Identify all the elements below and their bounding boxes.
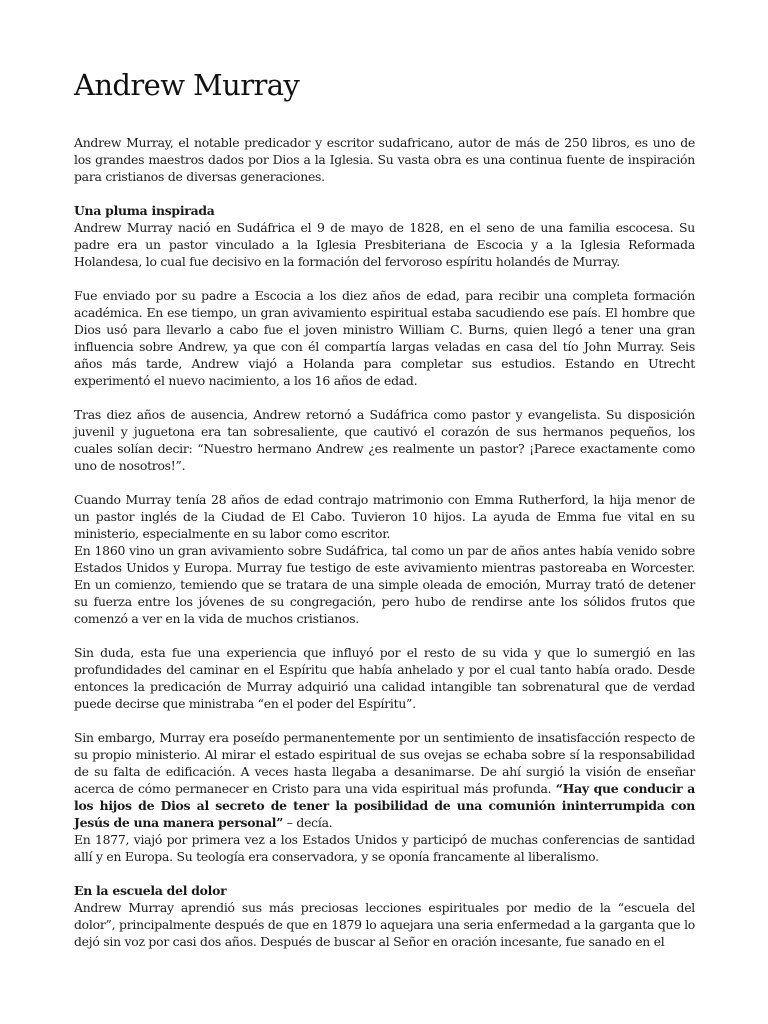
paragraph: Andrew Murray nació en Sudáfrica el 9 de mayo de 1828, en el seno de una familia escocesa. Su padre era un pastor vinculado a la Iglesia Presbiteriana de Escocia y a la Iglesia Reformada Holandesa, lo cual fue decisivo en la formación del fervoroso espíritu holandés de Murray. xyxy=(74,220,695,269)
quote-suffix: – decía. xyxy=(283,815,333,830)
intro-paragraph: Andrew Murray, el notable predicador y escritor sudafricano, autor de más de 250 libros, es uno de los grandes maestros dados por Dios a la Iglesia. Su vasta obra es una continua fuente de inspiración para cristianos de diversas generaciones. xyxy=(74,135,695,184)
paragraph: Andrew Murray aprendió sus más preciosas lecciones espirituales por medio de la “escuela del dolor”, principalmente después de que en 1879 lo aquejara una seria enfermedad a la garganta que lo dejó sin voz por casi dos años. Después de buscar al Señor en oración incesante, fue sanado en el xyxy=(74,900,695,949)
page-title: Andrew Murray xyxy=(74,68,300,102)
section-heading-dolor: En la escuela del dolor xyxy=(74,883,227,898)
section-heading-pluma: Una pluma inspirada xyxy=(74,203,215,218)
bold-quote: “Hay que conducir a los hijos de Dios al secreto de tener la posibilidad de una comunión ininterrumpida con Jesús de una manera personal” xyxy=(74,781,695,830)
paragraph: En 1860 vino un gran avivamiento sobre Sudáfrica, tal como un par de años antes había venido sobre Estados Unidos y Europa. Murray fue testigo de este avivamiento mientras pastoreaba en Worcester. En un comienzo, temiendo que se tratara de una simple oleada de emoción, Murray trató de detener su fuerza entre los jóvenes de su congregación, pero hubo de rendirse ante los sólidos frutos que comenzó a ver en la vida de muchos cristianos. xyxy=(74,543,695,626)
paragraph: En 1877, viajó por primera vez a los Estados Unidos y participó de muchas conferencias de santidad allí y en Europa. Su teología era conservadora, y se oponía francamente al liberalismo. xyxy=(74,832,695,864)
paragraph: Sin duda, esta fue una experiencia que influyó por el resto de su vida y que lo sumergió en las profundidades del caminar en el Espíritu que había anhelado y por el cual tanto había orado. Desde entonces la predicación de Murray adquirió una calidad intangible tan sobrenatural que de verdad puede decirse que ministraba “en el poder del Espíritu”. xyxy=(74,645,695,711)
paragraph: Fue enviado por su padre a Escocia a los diez años de edad, para recibir una completa formación académica. En ese tiempo, un gran avivamiento espiritual estaba sacudiendo ese país. El hombre que Dios usó para llevarlo a cabo fue el joven ministro William C. Burns, quien llegó a tener una gran influencia sobre Andrew, ya que con él compartía largas veladas en casa del tío John Murray. Seis años más tarde, Andrew viajó a Holanda para completar sus estudios. Estando en Utrecht experimentó el nuevo nacimiento, a los 16 años de edad. xyxy=(74,288,695,388)
paragraph: Cuando Murray tenía 28 años de edad contrajo matrimonio con Emma Rutherford, la hija menor de un pastor inglés de la Ciudad de El Cabo. Tuvieron 10 hijos. La ayuda de Emma fue vital en su ministerio, especialmente en su labor como escritor. xyxy=(74,492,695,541)
paragraph-with-quote xyxy=(74,729,695,831)
paragraph-text: Sin embargo, Murray era poseído permanentemente por un sentimiento de insatisfacción respecto de su propio ministerio. Al mirar el estado espiritual de sus ovejas se echaba sobre sí la responsabilidad de su falta de edificación. A veces hasta llegaba a desanimarse. De ahí surgió la visión de enseñar acerca de cómo permanecer en Cristo para una vida espiritual más profunda. xyxy=(74,730,695,796)
document-body xyxy=(74,134,695,967)
paragraph: Tras diez años de ausencia, Andrew retornó a Sudáfrica como pastor y evangelista. Su disposición juvenil y juguetona era tan sobresaliente, que cautivó el corazón de sus hermanos pequeños, los cuales solían decir: “Nuestro hermano Andrew ¿es realmente un pastor? ¡Parece exactamente como uno de nosotros!”. xyxy=(74,407,695,473)
